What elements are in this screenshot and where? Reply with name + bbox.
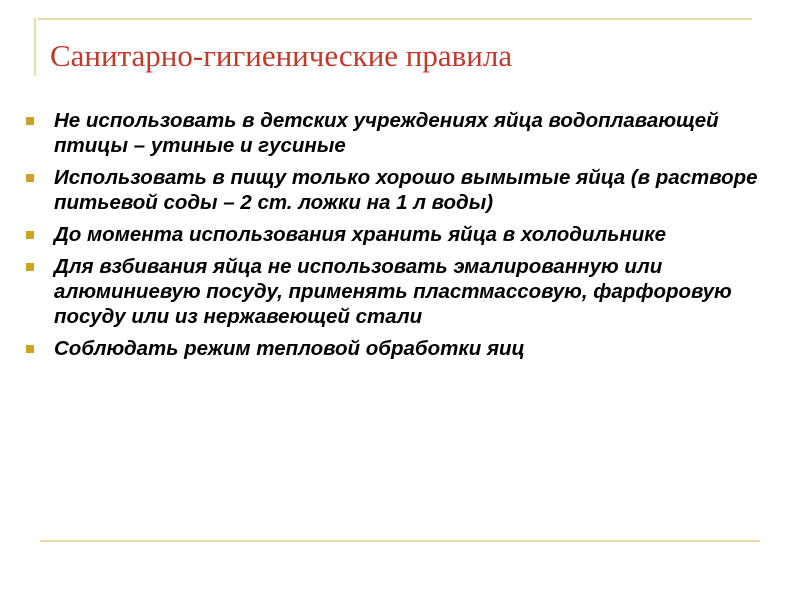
bullet-text: Для взбивания яйца не использовать эмалированную или алюминиевую посуду, применять пластмассовую, фарфоровую посуду или из нержавеющей стали <box>54 255 732 328</box>
bullet-text: До момента использования хранить яйца в холодильнике <box>54 223 667 246</box>
bullet-item <box>24 222 774 247</box>
bullet-text: Использовать в пищу только хорошо вымытые яйца (в растворе питьевой соды – 2 ст. ложки на 1 л воды) <box>54 166 758 214</box>
square-bullet-icon <box>26 117 34 125</box>
slide-title: Санитарно-гигиенические правила <box>50 38 513 73</box>
decorative-line-top <box>38 18 752 20</box>
bullet-item <box>24 165 774 215</box>
bullet-list <box>24 108 774 368</box>
square-bullet-icon <box>26 263 34 271</box>
bullet-item <box>24 336 774 361</box>
square-bullet-icon <box>26 345 34 353</box>
bullet-text: Не использовать в детских учреждениях яйца водоплавающей птицы – утиные и гусиные <box>54 109 719 157</box>
decorative-line-bottom <box>40 540 760 542</box>
bullet-text: Соблюдать режим тепловой обработки яиц <box>54 337 525 360</box>
bullet-item <box>24 254 774 329</box>
square-bullet-icon <box>26 174 34 182</box>
bullet-item <box>24 108 774 158</box>
decorative-line-left <box>34 18 36 76</box>
square-bullet-icon <box>26 231 34 239</box>
